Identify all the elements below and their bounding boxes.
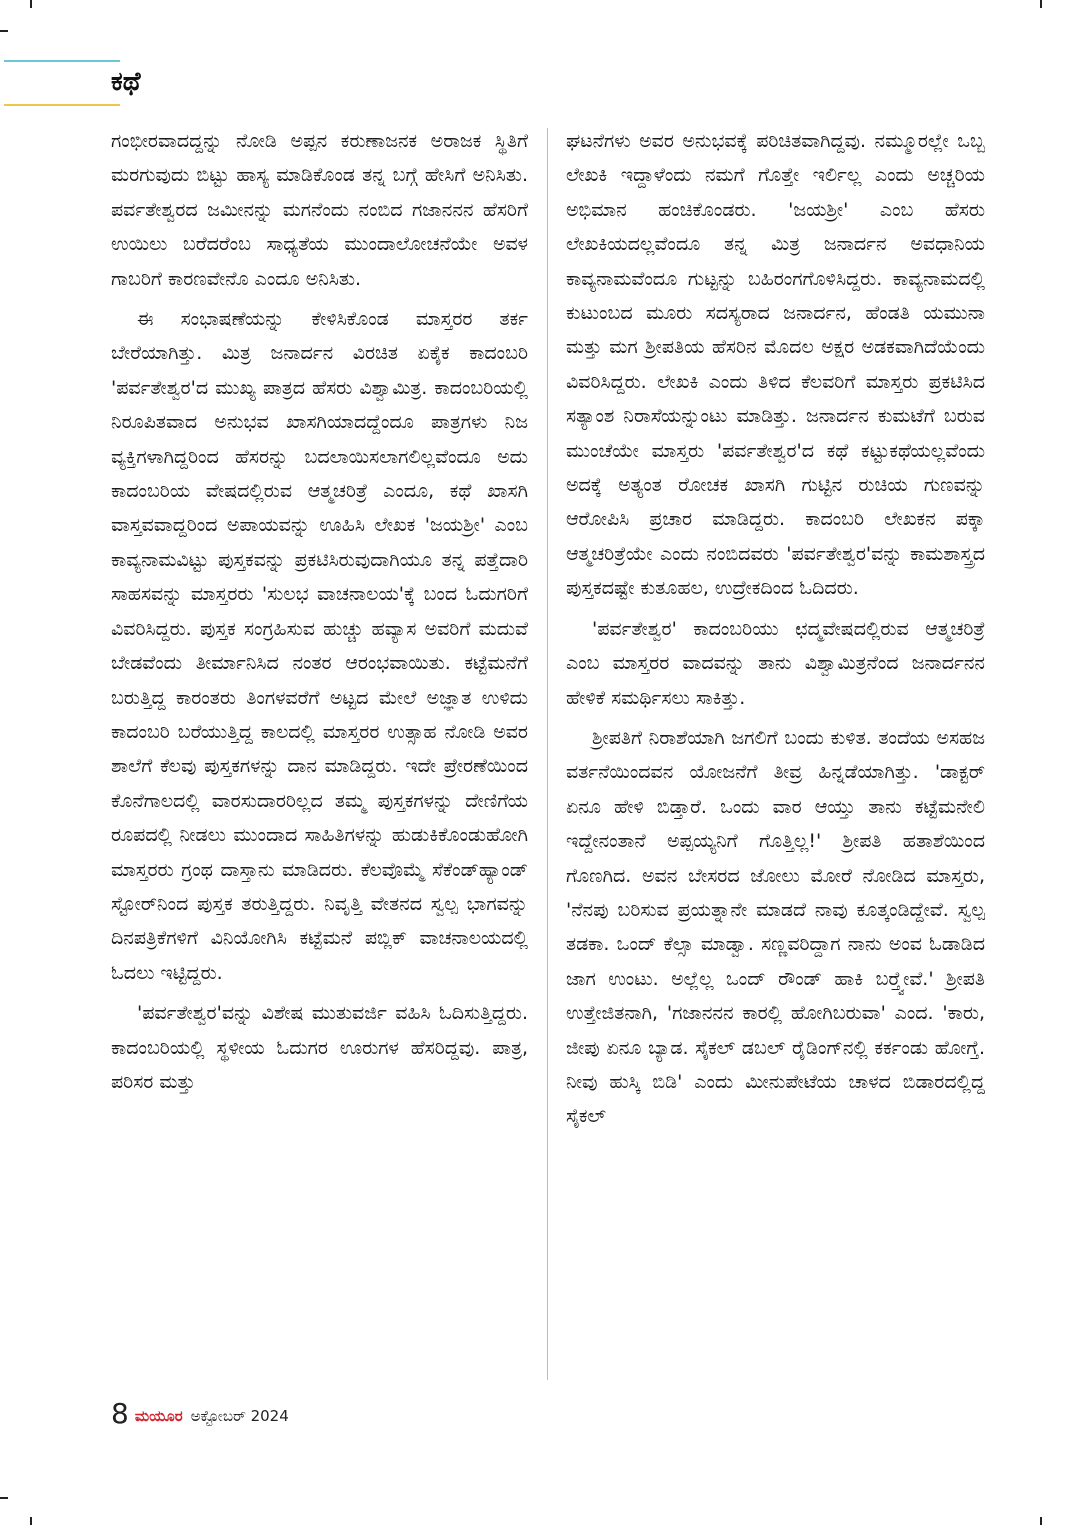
crop-mark-bottom-right (1040, 1517, 1042, 1525)
section-rule-bottom (4, 104, 120, 106)
crop-mark-bottom-left-side (0, 1497, 8, 1499)
text-column-left (111, 124, 528, 1380)
paragraph: 'ಪರ್ವತೇಶ್ವರ' ಕಾದಂಬರಿಯು ಛದ್ಮವೇಷದಲ್ಲಿರುವ ಆತ್ಮಚರಿತ್ರೆ ಎಂಬ ಮಾಸ್ತರರ ವಾದವನ್ನು ತಾನು ವಿಶ್ವಾಮಿತ್ರನೆಂದ ಜನಾರ್ದನನ ಹೇಳಿಕೆ ಸಮರ್ಥಿಸಲು ಸಾಕಿತ್ತು. (566, 617, 985, 709)
paragraph: ಶ್ರೀಪತಿಗೆ ನಿರಾಶೆಯಾಗಿ ಜಗಲಿಗೆ ಬಂದು ಕುಳಿತ. ತಂದೆಯ ಅಸಹಜ ವರ್ತನೆಯಿಂದವನ ಯೋಜನೆಗೆ ತೀವ್ರ ಹಿನ್ನಡೆಯಾಗಿತ್ತು. 'ಡಾಕ್ಟರ್ ಏನೂ ಹೇಳಿ ಬಿಡ್ತಾರೆ. ಒಂದು ವಾರ ಆಯ್ತು ತಾನು ಕಟ್ಟೆಮನೇಲಿ ಇದ್ದೇನಂತಾನೆ ಅಪ್ಪಯ್ಯನಿಗೆ ಗೊತ್ತಿಲ್ಲ!' ಶ್ರೀಪತಿ ಹತಾಶೆಯಿಂದ ಗೊಣಗಿದ. ಅವನ ಬೇಸರದ ಜೋಲು ಮೋರೆ ನೋಡಿದ ಮಾಸ್ತರು, 'ನೆನಪು ಬರಿಸುವ ಪ್ರಯತ್ನಾನೇ ಮಾಡದೆ ನಾವು ಕೂತ್ಕಂಡಿದ್ದೇವೆ. ಸ್ವಲ್ಪ ತಡಕಾ. ಒಂದ್ ಕೆಲ್ಸಾ ಮಾಡ್ವಾ. ಸಣ್ಣವರಿದ್ದಾಗ ನಾನು ಅಂವ ಓಡಾಡಿದ ಜಾಗ ಉಂಟು. ಅಲ್ಲೆಲ್ಲ ಒಂದ್ ರೌಂಡ್ ಹಾಕಿ ಬರ್‍ತ್ವೇವೆ.' ಶ್ರೀಪತಿ ಉತ್ತೇಜಿತನಾಗಿ, 'ಗಜಾನನನ ಕಾರಲ್ಲಿ ಹೋಗಿಬರುವಾ' ಎಂದ. 'ಕಾರು, ಜೀಪು ಏನೂ ಬ್ಯಾಡ. ಸೈಕಲ್ ಡಬಲ್ ರೈಡಿಂಗ್‌ನಲ್ಲಿ ಕರ್ಕಂಡು ಹೋಗ್ತೆ. ನೀವು ಹುಸ್ಕಿ ಬಿಡಿ' ಎಂದು ಮೀನುಪೇಟೆಯ ಚಾಳದ ಬಿಡಾರದಲ್ಲಿದ್ದ ಸೈಕಲ್ (566, 726, 985, 1128)
crop-mark-top-right (1040, 0, 1042, 8)
issue-date: ಅಕ್ಟೋಬರ್ 2024 (190, 1407, 289, 1425)
column-divider (547, 128, 548, 1380)
text-column-right (566, 124, 985, 1380)
crop-mark-top-left-side (0, 30, 8, 32)
paragraph: 'ಪರ್ವತೇಶ್ವರ'ವನ್ನು ವಿಶೇಷ ಮುತುವರ್ಜಿ ವಹಿಸಿ ಓದಿಸುತ್ತಿದ್ದರು. ಕಾದಂಬರಿಯಲ್ಲಿ ಸ್ಥಳೀಯ ಓದುಗರ ಊರುಗಳ ಹೆಸರಿದ್ದವು. ಪಾತ್ರ, ಪರಿಸರ ಮತ್ತು (111, 1002, 528, 1093)
page-number: 8 (111, 1397, 129, 1430)
paragraph: ಗಂಭೀರವಾದದ್ದನ್ನು ನೋಡಿ ಅಪ್ಪನ ಕರುಣಾಜನಕ ಅರಾಜಕ ಸ್ಥಿತಿಗೆ ಮರಗುವುದು ಬಿಟ್ಟು ಹಾಸ್ಯ ಮಾಡಿಕೊಂಡ ತನ್ನ ಬಗ್ಗೆ ಹೇಸಿಗೆ ಅನಿಸಿತು. ಪರ್ವತೇಶ್ವರದ ಜಮೀನನ್ನು ಮಗನೆಂದು ನಂಬಿದ ಗಜಾನನನ ಹೆಸರಿಗೆ ಉಯಿಲು ಬರೆದರೆಂಬ ಸಾಧ್ಯತೆಯ ಮುಂದಾಲೋಚನೆಯೇ ಅವಳ ಗಾಬರಿಗೆ ಕಾರಣವೇನೊ ಎಂದೂ ಅನಿಸಿತು. (111, 130, 528, 290)
page-footer (111, 1393, 289, 1431)
crop-mark-bottom-left (30, 1517, 32, 1525)
crop-mark-top-left (30, 0, 32, 8)
magazine-name: ಮಯೂರ (134, 1407, 183, 1425)
section-rule-top (4, 60, 120, 62)
paragraph: ಈ ಸಂಭಾಷಣೆಯನ್ನು ಕೇಳಿಸಿಕೊಂಡ ಮಾಸ್ತರರ ತರ್ಕ ಬೇರೆಯಾಗಿತ್ತು. ಮಿತ್ರ ಜನಾರ್ದನ ವಿರಚಿತ ಏಕೈಕ ಕಾದಂಬರಿ 'ಪರ್ವತೇಶ್ವರ'ದ ಮುಖ್ಯ ಪಾತ್ರದ ಹೆಸರು ವಿಶ್ವಾಮಿತ್ರ. ಕಾದಂಬರಿಯಲ್ಲಿ ನಿರೂಪಿತವಾದ ಅನುಭವ ಖಾಸಗಿಯಾದದ್ದೆಂದೂ ಪಾತ್ರಗಳು ನಿಜ ವ್ಯಕ್ತಿಗಳಾಗಿದ್ದರಿಂದ ಹೆಸರನ್ನು ಬದಲಾಯಿಸಲಾಗಲಿಲ್ಲವೆಂದೂ ಅದು ಕಾದಂಬರಿಯ ವೇಷದಲ್ಲಿರುವ ಆತ್ಮಚರಿತ್ರೆ ಎಂದೂ, ಕಥೆ ಖಾಸಗಿ ವಾಸ್ತವವಾದ್ದರಿಂದ ಅಪಾಯವನ್ನು ಊಹಿಸಿ ಲೇಖಕ 'ಜಯಶ್ರೀ' ಎಂಬ ಕಾವ್ಯನಾಮವಿಟ್ಟು ಪುಸ್ತಕವನ್ನು ಪ್ರಕಟಿಸಿರುವುದಾಗಿಯೂ ತನ್ನ ಪತ್ತೆದಾರಿ ಸಾಹಸವನ್ನು ಮಾಸ್ತರರು 'ಸುಲಭ ವಾಚನಾಲಯ'ಕ್ಕೆ ಬಂದ ಓದುಗರಿಗೆ ವಿವರಿಸಿದ್ದರು. ಪುಸ್ತಕ ಸಂಗ್ರಹಿಸುವ ಹುಚ್ಚು ಹವ್ಯಾಸ ಅವರಿಗೆ ಮದುವೆ ಬೇಡವೆಂದು ತೀರ್ಮಾನಿಸಿದ ನಂತರ ಆರಂಭವಾಯಿತು. ಕಟ್ಟೆಮನೆಗೆ ಬರುತ್ತಿದ್ದ ಕಾರಂತರು ತಿಂಗಳವರೆಗೆ ಅಟ್ಟದ ಮೇಲೆ ಅಜ್ಞಾತ ಉಳಿದು ಕಾದಂಬರಿ ಬರೆಯುತ್ತಿದ್ದ ಕಾಲದಲ್ಲಿ ಮಾಸ್ತರರ ಉತ್ಸಾಹ ನೋಡಿ ಅವರ ಶಾಲೆಗೆ ಕೆಲವು ಪುಸ್ತಕಗಳನ್ನು ದಾನ ಮಾಡಿದ್ದರು. ಇದೇ ಪ್ರೇರಣೆಯಿಂದ ಕೊನೆಗಾಲದಲ್ಲಿ ವಾರಸುದಾರರಿಲ್ಲದ ತಮ್ಮ ಪುಸ್ತಕಗಳನ್ನು ದೇಣಿಗೆಯ ರೂಪದಲ್ಲಿ ನೀಡಲು ಮುಂದಾದ ಸಾಹಿತಿಗಳನ್ನು ಹುಡುಕಿಕೊಂಡುಹೋಗಿ ಮಾಸ್ತರರು ಗ್ರಂಥ ದಾಸ್ತಾನು ಮಾಡಿದರು. ಕೆಲವೊಮ್ಮೆ ಸೆಕೆಂಡ್‌ಹ್ಯಾಂಡ್ ಸ್ಟೋರ್‌ನಿಂದ ಪುಸ್ತಕ ತರುತ್ತಿದ್ದರು. ನಿವೃತ್ತಿ ವೇತನದ ಸ್ವಲ್ಪ ಭಾಗವನ್ನು ದಿನಪತ್ರಿಕೆಗಳಿಗೆ ವಿನಿಯೋಗಿಸಿ ಕಟ್ಟೆಮನೆ ಪಬ್ಲಿಕ್ ವಾಚನಾಲಯದಲ್ಲಿ ಓದಲು ಇಟ್ಟಿದ್ದರು. (111, 308, 528, 984)
section-title: ಕಥೆ (111, 67, 141, 97)
paragraph: ಘಟನೆಗಳು ಅವರ ಅನುಭವಕ್ಕೆ ಪರಿಚಿತವಾಗಿದ್ದವು. ನಮ್ಮೂರಲ್ಲೇ ಒಬ್ಬ ಲೇಖಕಿ ಇದ್ದಾಳೆಂದು ನಮಗೆ ಗೊತ್ತೇ ಇರ್ಲಿಲ್ಲ ಎಂದು ಅಚ್ಚರಿಯ ಅಭಿಮಾನ ಹಂಚಿಕೊಂಡರು. 'ಜಯಶ್ರೀ' ಎಂಬ ಹೆಸರು ಲೇಖಕಿಯದಲ್ಲವೆಂದೂ ತನ್ನ ಮಿತ್ರ ಜನಾರ್ದನ ಅವಧಾನಿಯ ಕಾವ್ಯನಾಮವೆಂದೂ ಗುಟ್ಟನ್ನು ಬಹಿರಂಗಗೊಳಿಸಿದ್ದರು. ಕಾವ್ಯನಾಮದಲ್ಲಿ ಕುಟುಂಬದ ಮೂರು ಸದಸ್ಯರಾದ ಜನಾರ್ದನ, ಹೆಂಡತಿ ಯಮುನಾ ಮತ್ತು ಮಗ ಶ್ರೀಪತಿಯ ಹೆಸರಿನ ಮೊದಲ ಅಕ್ಷರ ಅಡಕವಾಗಿದೆಯೆಂದು ವಿವರಿಸಿದ್ದರು. ಲೇಖಕಿ ಎಂದು ತಿಳಿದ ಕೆಲವರಿಗೆ ಮಾಸ್ತರು ಪ್ರಕಟಿಸಿದ ಸತ್ಯಾಂಶ ನಿರಾಸೆಯನ್ನುಂಟು ಮಾಡಿತ್ತು. ಜನಾರ್ದನ ಕುಮಟೆಗೆ ಬರುವ ಮುಂಚೆಯೇ ಮಾಸ್ತರು 'ಪರ್ವತೇಶ್ವರ'ದ ಕಥೆ ಕಟ್ಟುಕಥೆಯಲ್ಲವೆಂದು ಅದಕ್ಕೆ ಅತ್ಯಂತ ರೋಚಕ ಖಾಸಗಿ ಗುಟ್ಟಿನ ರುಚಿಯ ಗುಣವನ್ನು ಆರೋಪಿಸಿ ಪ್ರಚಾರ ಮಾಡಿದ್ದರು. ಕಾದಂಬರಿ ಲೇಖಕನ ಪಕ್ಕಾ ಆತ್ಮಚರಿತ್ರೆಯೇ ಎಂದು ನಂಬಿದವರು 'ಪರ್ವತೇಶ್ವರ'ವನ್ನು ಕಾಮಶಾಸ್ತ್ರದ ಪುಸ್ತಕದಷ್ಟೇ ಕುತೂಹಲ, ಉದ್ರೇಕದಿಂದ ಓದಿದರು. (566, 130, 985, 600)
